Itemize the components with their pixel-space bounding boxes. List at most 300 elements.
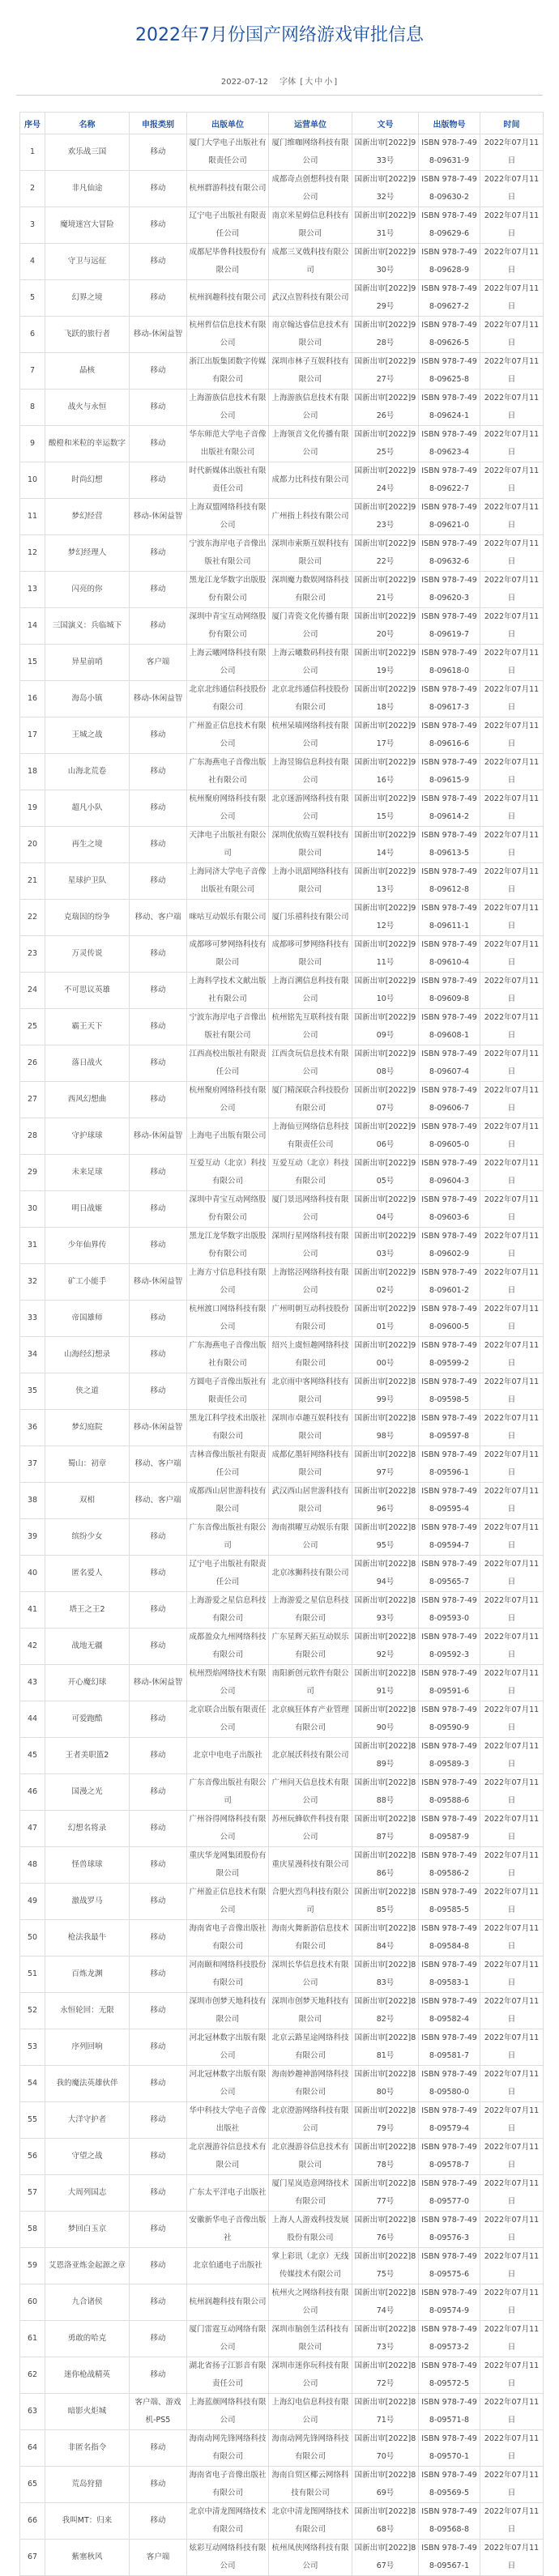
cell-index: 62 — [20, 2357, 45, 2394]
table-row — [20, 1592, 544, 1629]
cell-publisher: 重庆华龙网集团股份有限公司 — [187, 1847, 269, 1884]
cell-game-name: 荒岛狩猎 — [45, 2467, 130, 2503]
font-size-large-link[interactable]: 大 — [305, 78, 314, 87]
cell-publisher: 广州谷得网络科技有限公司 — [187, 1811, 269, 1847]
table-row — [20, 572, 544, 608]
font-bracket-open: [ — [300, 78, 304, 87]
cell-time: 2022年07月11日 — [480, 1264, 544, 1301]
cell-operator: 北京澄游网络科技有限公司 — [269, 2102, 352, 2139]
cell-publisher: 深圳中青宝互动网络股份有限公司 — [187, 1191, 269, 1228]
cell-category: 移动 — [130, 1191, 187, 1228]
cell-publisher: 成都哆可梦网络科技有限公司 — [187, 936, 269, 973]
cell-isbn: ISBN 978-7-498-09581-7 — [419, 2029, 480, 2066]
cell-game-name: 战地无疆 — [45, 1629, 130, 1665]
cell-publisher: 上海同济大学电子音像出版社有限公司 — [187, 863, 269, 900]
table-row — [20, 2284, 544, 2321]
table-row — [20, 1884, 544, 1920]
cell-operator: 成都力比科技有限公司 — [269, 462, 352, 499]
cell-operator: 上海幻电信息科技有限公司 — [269, 2394, 352, 2430]
cell-isbn: ISBN 978-7-498-09613-5 — [419, 827, 480, 863]
cell-category: 移动 — [130, 1920, 187, 1956]
publish-date: 2022-07-12 — [220, 78, 268, 87]
cell-category: 移动 — [130, 1045, 187, 1082]
table-row — [20, 2357, 544, 2394]
cell-document-number: 国新出审[2022]891号 — [352, 1665, 419, 1701]
cell-category: 移动 — [130, 1884, 187, 1920]
cell-category: 移动 — [130, 2467, 187, 2503]
cell-category: 移动 — [130, 535, 187, 572]
cell-time: 2022年07月11日 — [480, 2430, 544, 2467]
cell-publisher: 时代新媒体出版社有限责任公司 — [187, 462, 269, 499]
table-row — [20, 1556, 544, 1592]
cell-operator: 北京中清龙图网络技术有限公司 — [269, 2503, 352, 2540]
cell-time: 2022年07月11日 — [480, 207, 544, 244]
cell-time: 2022年07月11日 — [480, 2467, 544, 2503]
cell-category: 移动 — [130, 2321, 187, 2357]
cell-publisher: 河北冠林数字出版有限公司 — [187, 2029, 269, 2066]
cell-game-name: 可爱跑酷 — [45, 1701, 130, 1738]
cell-document-number: 国新出审[2022]897号 — [352, 1446, 419, 1483]
table-row — [20, 608, 544, 645]
cell-publisher: 海南省电子音像出版社有限公司 — [187, 2467, 269, 2503]
cell-index: 3 — [20, 207, 45, 244]
cell-document-number: 国新出审[2022]905号 — [352, 1155, 419, 1191]
cell-index: 6 — [20, 317, 45, 353]
cell-publisher: 厦门大学电子出版社有限责任公司 — [187, 134, 269, 171]
cell-index: 48 — [20, 1847, 45, 1884]
cell-index: 7 — [20, 353, 45, 390]
cell-publisher: 成都西山居世游科技有限公司 — [187, 1483, 269, 1519]
cell-time: 2022年07月11日 — [480, 681, 544, 717]
cell-document-number: 国新出审[2022]893号 — [352, 1592, 419, 1629]
cell-operator: 南京米星姆信息科技有限公司 — [269, 207, 352, 244]
cell-document-number: 国新出审[2022]924号 — [352, 462, 419, 499]
table-row — [20, 1118, 544, 1155]
header-isbn: 出版物号 — [419, 113, 480, 134]
cell-publisher: 上海游爱之星信息科技有限公司 — [187, 1592, 269, 1629]
cell-time: 2022年07月11日 — [480, 462, 544, 499]
cell-operator: 广州指上科技有限公司 — [269, 499, 352, 535]
cell-category: 移动 — [130, 2430, 187, 2467]
cell-time: 2022年07月11日 — [480, 863, 544, 900]
cell-category: 移动 — [130, 827, 187, 863]
cell-time: 2022年07月11日 — [480, 134, 544, 171]
table-row — [20, 244, 544, 280]
cell-isbn: ISBN 978-7-498-09570-1 — [419, 2430, 480, 2467]
cell-operator: 厦门青瓷文化传播有限公司 — [269, 608, 352, 645]
cell-game-name: 紫塞秋风 — [45, 2540, 130, 2576]
cell-publisher: 咪咕互动娱乐有限公司 — [187, 900, 269, 936]
cell-operator: 成都三叉戟科技有限公司 — [269, 244, 352, 280]
cell-category: 移动 — [130, 1155, 187, 1191]
cell-category: 移动 — [130, 1301, 187, 1337]
header-index: 序号 — [20, 113, 45, 134]
cell-index: 29 — [20, 1155, 45, 1191]
cell-index: 18 — [20, 754, 45, 790]
cell-time: 2022年07月11日 — [480, 535, 544, 572]
cell-document-number: 国新出审[2022]874号 — [352, 2284, 419, 2321]
table-row — [20, 2430, 544, 2467]
cell-category: 移动 — [130, 608, 187, 645]
cell-index: 65 — [20, 2467, 45, 2503]
cell-game-name: 克瑞因的纷争 — [45, 900, 130, 936]
cell-publisher: 广东海燕电子音像出版社有限公司 — [187, 1337, 269, 1373]
cell-operator: 深圳市索斯互娱科技有限公司 — [269, 535, 352, 572]
cell-operator: 北京云路星途网络科技有限公司 — [269, 2029, 352, 2066]
cell-game-name: 国漫之光 — [45, 1774, 130, 1811]
cell-operator: 海南自贸区椰云网络科技有限公司 — [269, 2467, 352, 2503]
cell-operator: 上海游爱之星信息科技有限公司 — [269, 1592, 352, 1629]
cell-category: 移动、客户端 — [130, 1483, 187, 1519]
cell-category: 移动-休闲益智 — [130, 499, 187, 535]
cell-isbn: ISBN 978-7-498-09590-9 — [419, 1701, 480, 1738]
cell-index: 50 — [20, 1920, 45, 1956]
cell-document-number: 国新出审[2022]902号 — [352, 1264, 419, 1301]
cell-operator: 厦门乐禧科技有限公司 — [269, 900, 352, 936]
cell-time: 2022年07月11日 — [480, 1118, 544, 1155]
cell-publisher: 河北冠林数字出版有限公司 — [187, 2066, 269, 2102]
cell-document-number: 国新出审[2022]873号 — [352, 2321, 419, 2357]
cell-operator: 海南祺曜互动娱乐有限公司 — [269, 1519, 352, 1556]
cell-document-number: 国新出审[2022]930号 — [352, 244, 419, 280]
table-row — [20, 2139, 544, 2175]
cell-operator: 杭州呆喵网络科技有限公司 — [269, 717, 352, 754]
cell-document-number: 国新出审[2022]890号 — [352, 1701, 419, 1738]
cell-document-number: 国新出审[2022]869号 — [352, 2467, 419, 2503]
cell-operator: 上海昱锦信息科技有限公司 — [269, 754, 352, 790]
header-document-number: 文号 — [352, 113, 419, 134]
cell-isbn: ISBN 978-7-498-09629-6 — [419, 207, 480, 244]
cell-game-name: 缤纷少女 — [45, 1519, 130, 1556]
cell-game-name: 非匿名指令 — [45, 2430, 130, 2467]
cell-index: 49 — [20, 1884, 45, 1920]
cell-category: 移动 — [130, 390, 187, 426]
table-row — [20, 1264, 544, 1301]
cell-operator: 武汉西山居世游科技有限公司 — [269, 1483, 352, 1519]
table-row — [20, 2321, 544, 2357]
table-row — [20, 1301, 544, 1337]
cell-isbn: ISBN 978-7-498-09609-8 — [419, 973, 480, 1009]
cell-isbn: ISBN 978-7-498-09618-0 — [419, 645, 480, 681]
cell-index: 5 — [20, 280, 45, 317]
cell-document-number: 国新出审[2022]901号 — [352, 1301, 419, 1337]
cell-document-number: 国新出审[2022]882号 — [352, 1993, 419, 2029]
cell-time: 2022年07月11日 — [480, 1301, 544, 1337]
cell-index: 8 — [20, 390, 45, 426]
cell-isbn: ISBN 978-7-498-09632-6 — [419, 535, 480, 572]
cell-category: 移动 — [130, 2503, 187, 2540]
table-row — [20, 1920, 544, 1956]
cell-document-number: 国新出审[2022]867号 — [352, 2540, 419, 2576]
cell-category: 移动 — [130, 2175, 187, 2212]
approval-table-container — [19, 96, 543, 2576]
cell-index: 14 — [20, 608, 45, 645]
table-row — [20, 1228, 544, 1264]
cell-isbn: ISBN 978-7-498-09602-9 — [419, 1228, 480, 1264]
cell-time: 2022年07月11日 — [480, 2029, 544, 2066]
cell-index: 11 — [20, 499, 45, 535]
cell-game-name: 幻想名将录 — [45, 1811, 130, 1847]
cell-operator: 深圳市林子互娱科技有限公司 — [269, 353, 352, 390]
cell-category: 移动-休闲益智 — [130, 317, 187, 353]
cell-game-name: 激战罗马 — [45, 1884, 130, 1920]
cell-game-name: 开心魔幻球 — [45, 1665, 130, 1701]
cell-publisher: 江西高校出版社有限责任公司 — [187, 1045, 269, 1082]
cell-time: 2022年07月11日 — [480, 1629, 544, 1665]
cell-time: 2022年07月11日 — [480, 171, 544, 207]
cell-time: 2022年07月11日 — [480, 2175, 544, 2212]
cell-document-number: 国新出审[2022]883号 — [352, 1956, 419, 1993]
cell-time: 2022年07月11日 — [480, 1774, 544, 1811]
cell-index: 4 — [20, 244, 45, 280]
cell-category: 移动、客户端 — [130, 1446, 187, 1483]
cell-publisher: 黑龙江龙华数字出版股份有限公司 — [187, 1228, 269, 1264]
cell-publisher: 广东太平洋电子出版社 — [187, 2175, 269, 2212]
cell-document-number: 国新出审[2022]914号 — [352, 827, 419, 863]
table-row — [20, 1155, 544, 1191]
cell-isbn: ISBN 978-7-498-09604-3 — [419, 1155, 480, 1191]
cell-document-number: 国新出审[2022]919号 — [352, 645, 419, 681]
cell-index: 13 — [20, 572, 45, 608]
cell-category: 移动 — [130, 863, 187, 900]
cell-index: 52 — [20, 1993, 45, 2029]
cell-isbn: ISBN 978-7-498-09593-0 — [419, 1592, 480, 1629]
table-row — [20, 1045, 544, 1082]
table-row — [20, 2248, 544, 2284]
table-row — [20, 645, 544, 681]
cell-document-number: 国新出审[2022]884号 — [352, 1920, 419, 1956]
cell-publisher: 广州盈正信息技术有限公司 — [187, 1884, 269, 1920]
cell-operator: 北京冰狮科技有限公司 — [269, 1556, 352, 1592]
font-size-medium-link[interactable]: 中 — [314, 78, 323, 87]
cell-category: 移动 — [130, 1847, 187, 1884]
cell-index: 63 — [20, 2394, 45, 2430]
cell-category: 移动 — [130, 2212, 187, 2248]
table-header-row — [20, 113, 544, 134]
cell-publisher: 成都尼毕鲁科技股份有限公司 — [187, 244, 269, 280]
cell-game-name: 飞跃的旅行者 — [45, 317, 130, 353]
cell-category: 移动 — [130, 1701, 187, 1738]
cell-document-number: 国新出审[2022]868号 — [352, 2503, 419, 2540]
cell-index: 45 — [20, 1738, 45, 1774]
cell-game-name: 侠之道 — [45, 1373, 130, 1410]
cell-time: 2022年07月11日 — [480, 1155, 544, 1191]
cell-category: 移动 — [130, 353, 187, 390]
cell-document-number: 国新出审[2022]916号 — [352, 754, 419, 790]
cell-document-number: 国新出审[2022]931号 — [352, 207, 419, 244]
cell-category: 移动 — [130, 426, 187, 462]
cell-isbn: ISBN 978-7-498-09623-4 — [419, 426, 480, 462]
cell-operator: 上海铭泾网络科技有限公司 — [269, 1264, 352, 1301]
cell-time: 2022年07月11日 — [480, 2540, 544, 2576]
font-size-small-link[interactable]: 小 — [324, 78, 333, 87]
cell-time: 2022年07月11日 — [480, 2139, 544, 2175]
cell-time: 2022年07月11日 — [480, 1337, 544, 1373]
cell-index: 42 — [20, 1629, 45, 1665]
cell-isbn: ISBN 978-7-498-09580-0 — [419, 2066, 480, 2102]
cell-isbn: ISBN 978-7-498-09631-9 — [419, 134, 480, 171]
table-row — [20, 1483, 544, 1519]
cell-operator: 北京迷游网络科技有限公司 — [269, 790, 352, 827]
cell-index: 36 — [20, 1410, 45, 1446]
table-row — [20, 973, 544, 1009]
cell-document-number: 国新出审[2022]892号 — [352, 1629, 419, 1665]
cell-game-name: 再生之境 — [45, 827, 130, 863]
cell-category: 移动 — [130, 1373, 187, 1410]
cell-isbn: ISBN 978-7-498-09619-7 — [419, 608, 480, 645]
cell-time: 2022年07月11日 — [480, 1811, 544, 1847]
cell-isbn: ISBN 978-7-498-09599-2 — [419, 1337, 480, 1373]
cell-publisher: 北京漫游谷信息技术有限公司 — [187, 2139, 269, 2175]
cell-isbn: ISBN 978-7-498-09606-7 — [419, 1082, 480, 1118]
cell-game-name: 山海经幻想录 — [45, 1337, 130, 1373]
cell-publisher: 互爱互动（北京）科技有限公司 — [187, 1155, 269, 1191]
cell-isbn: ISBN 978-7-498-09617-3 — [419, 681, 480, 717]
cell-game-name: 我叫MT：归来 — [45, 2503, 130, 2540]
cell-index: 64 — [20, 2430, 45, 2467]
cell-game-name: 暗影火炬城 — [45, 2394, 130, 2430]
cell-time: 2022年07月11日 — [480, 973, 544, 1009]
cell-time: 2022年07月11日 — [480, 790, 544, 827]
cell-publisher: 吉林音像出版社有限责任公司 — [187, 1446, 269, 1483]
cell-category: 移动 — [130, 2066, 187, 2102]
table-row — [20, 681, 544, 717]
cell-index: 60 — [20, 2284, 45, 2321]
cell-publisher: 海南动网先锋网络科技有限公司 — [187, 2430, 269, 2467]
cell-publisher: 广东海燕电子音像出版社有限公司 — [187, 754, 269, 790]
table-row — [20, 1774, 544, 1811]
cell-index: 55 — [20, 2102, 45, 2139]
cell-document-number: 国新出审[2022]870号 — [352, 2430, 419, 2467]
cell-operator: 厦门星岚造意网络技术有限公司 — [269, 2175, 352, 2212]
cell-time: 2022年07月11日 — [480, 827, 544, 863]
cell-document-number: 国新出审[2022]910号 — [352, 973, 419, 1009]
cell-index: 24 — [20, 973, 45, 1009]
cell-index: 26 — [20, 1045, 45, 1082]
cell-isbn: ISBN 978-7-498-09572-5 — [419, 2357, 480, 2394]
cell-isbn: ISBN 978-7-498-09626-5 — [419, 317, 480, 353]
cell-category: 移动-休闲益智 — [130, 1665, 187, 1701]
cell-time: 2022年07月11日 — [480, 2357, 544, 2394]
cell-index: 57 — [20, 2175, 45, 2212]
cell-index: 21 — [20, 863, 45, 900]
cell-time: 2022年07月11日 — [480, 1009, 544, 1045]
cell-index: 2 — [20, 171, 45, 207]
cell-game-name: 塔王之王2 — [45, 1592, 130, 1629]
cell-publisher: 河南颐和网络科技股份有限公司 — [187, 1956, 269, 1993]
cell-operator: 海南妙趣神游网络科技有限公司 — [269, 2066, 352, 2102]
table-row — [20, 1629, 544, 1665]
cell-operator: 北京北纬通信科技股份有限公司 — [269, 681, 352, 717]
cell-operator: 广州问天信息技术有限公司 — [269, 1774, 352, 1811]
cell-isbn: ISBN 978-7-498-09610-4 — [419, 936, 480, 973]
cell-game-name: 蜀山：初章 — [45, 1446, 130, 1483]
cell-publisher: 北京联合出版有限责任公司 — [187, 1701, 269, 1738]
cell-operator: 海南动网先锋网络科技有限公司 — [269, 2430, 352, 2467]
cell-publisher: 方圆电子音像出版社有限责任公司 — [187, 1373, 269, 1410]
cell-document-number: 国新出审[2022]922号 — [352, 535, 419, 572]
cell-document-number: 国新出审[2022]917号 — [352, 717, 419, 754]
cell-operator: 深圳魔力数娱网络科技有限公司 — [269, 572, 352, 608]
cell-publisher: 上海游族信息技术有限公司 — [187, 390, 269, 426]
cell-category: 移动 — [130, 2248, 187, 2284]
cell-document-number: 国新出审[2022]871号 — [352, 2394, 419, 2430]
cell-category: 移动 — [130, 1556, 187, 1592]
cell-game-name: 大周列国志 — [45, 2175, 130, 2212]
cell-isbn: ISBN 978-7-498-09579-4 — [419, 2102, 480, 2139]
cell-index: 54 — [20, 2066, 45, 2102]
cell-isbn: ISBN 978-7-498-09595-4 — [419, 1483, 480, 1519]
cell-isbn: ISBN 978-7-498-09587-9 — [419, 1811, 480, 1847]
cell-document-number: 国新出审[2022]928号 — [352, 317, 419, 353]
cell-game-name: 魔境迷宫大冒险 — [45, 207, 130, 244]
cell-operator: 上海游族信息技术有限公司 — [269, 390, 352, 426]
cell-index: 30 — [20, 1191, 45, 1228]
cell-publisher: 杭州润趣科技有限公司 — [187, 280, 269, 317]
cell-game-name: 序列回响 — [45, 2029, 130, 2066]
cell-publisher: 黑龙江科学技术出版社有限公司 — [187, 1410, 269, 1446]
cell-index: 25 — [20, 1009, 45, 1045]
cell-operator: 海南火舞新游信息技术有限公司 — [269, 1920, 352, 1956]
cell-time: 2022年07月11日 — [480, 608, 544, 645]
table-row — [20, 2394, 544, 2430]
cell-operator: 南阳新创元软件有限公司 — [269, 1665, 352, 1701]
cell-document-number: 国新出审[2022]918号 — [352, 681, 419, 717]
cell-game-name: 梦回白玉京 — [45, 2212, 130, 2248]
cell-operator: 广州明朝互动科技股份有限公司 — [269, 1301, 352, 1337]
cell-isbn: ISBN 978-7-498-09574-9 — [419, 2284, 480, 2321]
cell-index: 44 — [20, 1701, 45, 1738]
cell-operator: 成都奇点创想科技有限公司 — [269, 171, 352, 207]
cell-isbn: ISBN 978-7-498-09567-1 — [419, 2540, 480, 2576]
cell-isbn: ISBN 978-7-498-09592-3 — [419, 1629, 480, 1665]
table-row — [20, 207, 544, 244]
cell-isbn: ISBN 978-7-498-09625-8 — [419, 353, 480, 390]
cell-game-name: 少年仙界传 — [45, 1228, 130, 1264]
cell-category: 移动 — [130, 280, 187, 317]
cell-category: 移动 — [130, 790, 187, 827]
cell-time: 2022年07月11日 — [480, 1847, 544, 1884]
cell-game-name: 时尚幻想 — [45, 462, 130, 499]
cell-operator: 上海人人游戏科技发展股份有限公司 — [269, 2212, 352, 2248]
cell-isbn: ISBN 978-7-498-09583-1 — [419, 1956, 480, 1993]
cell-game-name: 永恒轮回：无限 — [45, 1993, 130, 2029]
cell-time: 2022年07月11日 — [480, 244, 544, 280]
cell-document-number: 国新出审[2022]894号 — [352, 1556, 419, 1592]
table-row — [20, 1082, 544, 1118]
table-row — [20, 717, 544, 754]
cell-operator: 重庆星漫科技有限公司 — [269, 1847, 352, 1884]
cell-game-name: 匿名爱人 — [45, 1556, 130, 1592]
cell-document-number: 国新出审[2022]898号 — [352, 1410, 419, 1446]
cell-operator: 厦门景迅网络科技有限公司 — [269, 1191, 352, 1228]
cell-operator: 杭州火之网络科技有限公司 — [269, 2284, 352, 2321]
cell-game-name: 落日战火 — [45, 1045, 130, 1082]
cell-publisher: 深圳中青宝互动网络股份有限公司 — [187, 608, 269, 645]
cell-document-number: 国新出审[2022]895号 — [352, 1519, 419, 1556]
cell-category: 移动-休闲益智 — [130, 681, 187, 717]
table-row — [20, 1811, 544, 1847]
cell-index: 67 — [20, 2540, 45, 2576]
article-meta — [0, 76, 559, 89]
cell-document-number: 国新出审[2022]932号 — [352, 171, 419, 207]
cell-game-name: 晶核 — [45, 353, 130, 390]
cell-publisher: 杭州群游科技有限公司 — [187, 171, 269, 207]
cell-game-name: 帝国雄师 — [45, 1301, 130, 1337]
cell-operator: 深圳长华信息技术有限公司 — [269, 1956, 352, 1993]
cell-isbn: ISBN 978-7-498-09588-6 — [419, 1774, 480, 1811]
cell-time: 2022年07月11日 — [480, 1993, 544, 2029]
